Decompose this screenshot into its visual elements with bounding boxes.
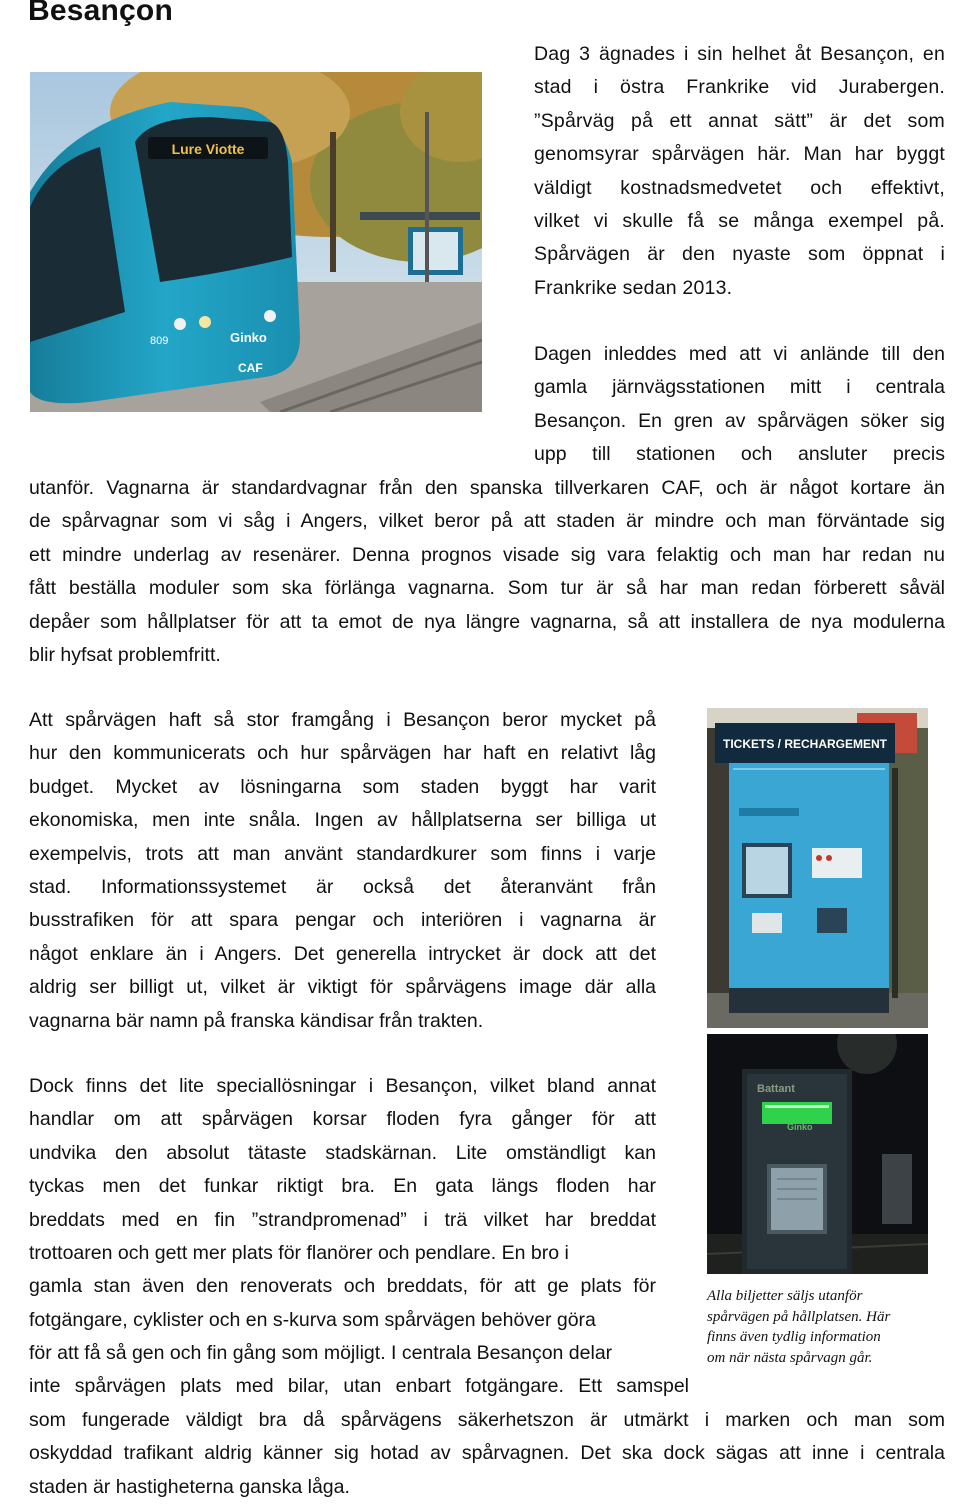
- text-line: Dagen inleddes med att vi anlände till den: [534, 343, 945, 365]
- text-line: Dag 3 ägnades i sin helhet åt Besançon, en: [534, 43, 945, 65]
- ticket-machine-illustration: [707, 708, 928, 1028]
- station-paragraph-full: [29, 472, 945, 672]
- text-line: genomsyrar spårvägen här. Man har byggt: [534, 143, 945, 166]
- tram-illustration: [30, 72, 482, 412]
- text-line: fått beställa moduler som ska förlänga vagnarna. Som tur är så har man redan förberett såväl: [29, 577, 945, 600]
- text-line: breddats med en fin ”strandpromenad” i trä vilket har breddat: [29, 1208, 656, 1231]
- text-line: de spårvagnar som vi såg i Angers, vilket beror på att staden är mindre och man förväntade sig: [29, 510, 945, 533]
- text-line: för att få så gen och fin gång som möjligt. I centrala Besançon delar: [29, 1342, 613, 1364]
- text-line: gamla stan även den renoverats och breddats, för att ge plats för: [29, 1275, 656, 1298]
- text-line: oskyddad trafikant aldrig känner sig hotad av spårvagnen. Det ska dock sägas att inne i centrala: [29, 1442, 945, 1465]
- caption-line: finns även tydlig information: [707, 1329, 881, 1345]
- text-line: inte spårvägen plats med bilar, utan enbart fotgängare. Ett samspel: [29, 1375, 689, 1398]
- text-line: ”Spårväg på ett annat sätt” är det som: [534, 109, 945, 132]
- caption-line: om när nästa spårvagn går.: [707, 1349, 873, 1366]
- ticket-machine-sign: TICKETS / RECHARGEMENT: [722, 737, 888, 751]
- text-line: ett mindre underlag av resenärer. Denna prognos visade sig vara felaktig och man har redan nu: [29, 543, 945, 566]
- text-line: stad i östra Frankrike vid Jurabergen.: [534, 76, 945, 99]
- text-line: Att spårvägen haft så stor framgång i Besançon beror mycket på: [29, 709, 656, 731]
- special-solutions-paragraph-cont: [29, 1337, 689, 1404]
- special-solutions-paragraph: [29, 1070, 656, 1337]
- info-pillar-photo: [707, 1034, 928, 1274]
- text-line: upp till stationen och ansluter precis: [534, 443, 945, 466]
- text-line: något enklare än i Angers. Det generella intrycket är dock att det: [29, 942, 656, 965]
- text-line: depåer som hållplatser för att ta emot de nya längre vagnarna, så att installera de nya modulerna: [29, 610, 945, 633]
- fleet-number: 809: [150, 335, 169, 347]
- text-line: utanför. Vagnarna är standardvagnar från den spanska tillverkaren CAF, och är något kortare än: [29, 477, 945, 499]
- text-line: staden är hastigheterna ganska låga.: [29, 1475, 350, 1498]
- text-line: stad. Informationssystemet är också det återanvänt från: [29, 876, 656, 899]
- intro-paragraph: [534, 38, 945, 305]
- ticket-machine-photo: [707, 708, 928, 1028]
- text-line: handlar om att spårvägen korsar floden fyra gånger för att: [29, 1108, 656, 1131]
- text-line: trottoaren och gett mer plats för flanörer och pendlare. En bro i: [29, 1242, 569, 1265]
- text-line: ekonomiska, men inte snåla. Ingen av hållplatserna ser billiga ut: [29, 809, 656, 832]
- caption-line: spårvägen på hållplatsen. Här: [707, 1308, 891, 1325]
- text-line: exempelvis, trots att man använt standardkurer som finns i varje: [29, 842, 656, 865]
- text-line: busstrafiken för att spara pengar och interiören i vagnarna är: [29, 909, 656, 932]
- caption-line: Alla biljetter säljs utanför: [707, 1288, 863, 1304]
- pillar-logo-text: Ginko: [787, 1122, 813, 1132]
- text-line: fotgängare, cyklister och en s-kurva som spårvägen behöver göra: [29, 1308, 596, 1331]
- text-line: tyckas men det funkar riktigt bra. En gata längs floden har: [29, 1175, 656, 1198]
- text-line: hur den kommunicerats och hur spårvägen har haft en relativt låg: [29, 742, 656, 765]
- text-line: budget. Mycket av lösningarna som staden byggt har varit: [29, 775, 656, 798]
- stop-name: Battant: [757, 1083, 795, 1095]
- text-line: väldigt kostnadsmedvetet och effektivt,: [534, 176, 945, 199]
- text-line: gamla järnvägsstationen mitt i centrala: [534, 376, 945, 399]
- info-pillar-illustration: [707, 1034, 928, 1274]
- tram-photo: [30, 72, 482, 412]
- text-line: Spårvägen är den nyaste som öppnat i: [534, 243, 945, 266]
- text-line: Dock finns det lite speciallösningar i Besançon, vilket bland annat: [29, 1075, 656, 1097]
- photo-caption: [707, 1286, 937, 1368]
- page-title: Besançon: [28, 0, 173, 27]
- text-line: blir hyfsat problemfritt.: [29, 644, 221, 667]
- text-line: vagnarna bär namn på franska kändisar från trakten.: [29, 1009, 484, 1032]
- special-solutions-paragraph-full: [29, 1404, 945, 1504]
- text-line: som fungerade väldigt bra då spårvägens säkerhetszon är utmärkt i marken och man som: [29, 1409, 945, 1431]
- text-line: Besançon. En gren av spårvägen söker sig: [534, 409, 945, 432]
- text-line: undvika den absolut tätaste stadskärnan. Lite omständligt kan: [29, 1141, 656, 1164]
- success-paragraph: [29, 704, 656, 1038]
- text-line: aldrig ser billigt ut, vilket är viktigt för spårvägens image där alla: [29, 976, 656, 999]
- text-line: Frankrike sedan 2013.: [534, 276, 733, 299]
- destination-sign: Lure Viotte: [171, 141, 245, 157]
- caf-logo-text: CAF: [238, 361, 263, 375]
- station-paragraph-right: [534, 338, 945, 472]
- text-line: vilket vi skulle få se många exempel på.: [534, 210, 945, 233]
- ginko-logo-text: Ginko: [230, 330, 267, 345]
